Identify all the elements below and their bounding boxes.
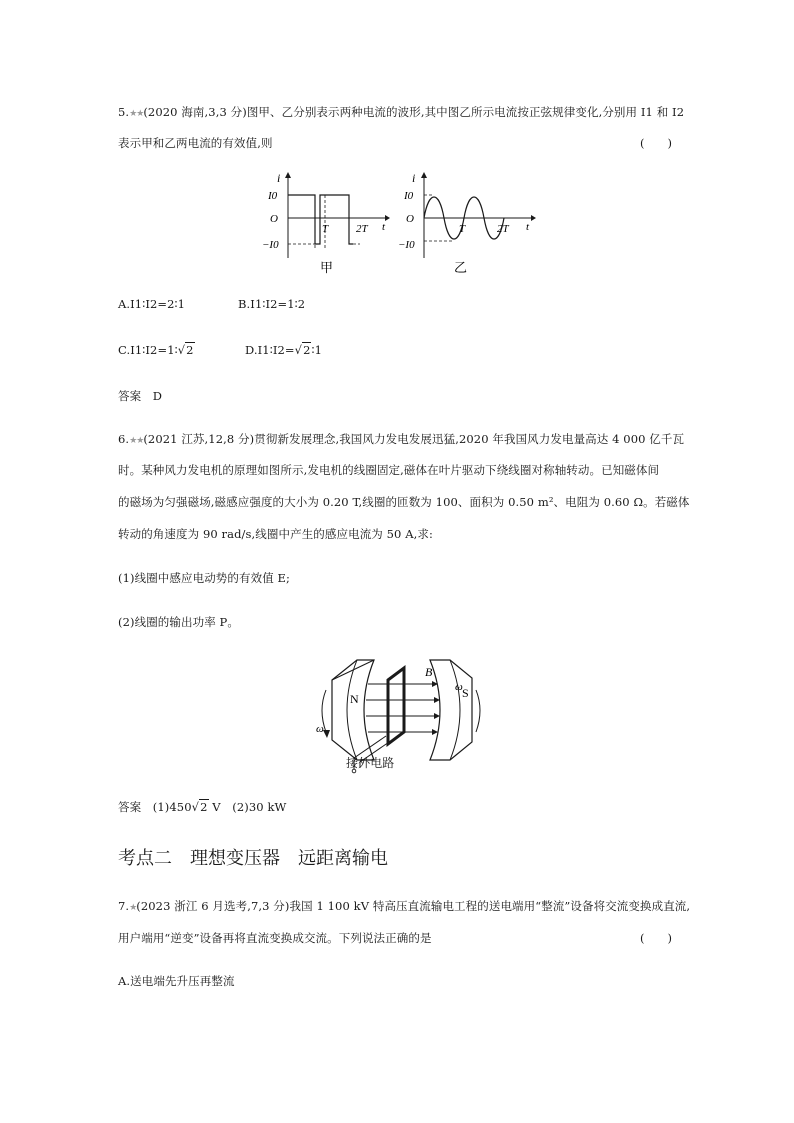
q5-number: 5. — [118, 105, 130, 119]
q7-line1 — [118, 898, 690, 914]
q6-sub1: (1)线圈中感应电动势的有效值 E; — [118, 571, 291, 585]
yi-caption: 乙 — [454, 260, 468, 275]
omega-left-label: ω — [316, 723, 324, 735]
figure-generator — [312, 650, 492, 775]
q5-line2: 表示甲和乙两电流的有效值,则 — [118, 136, 273, 150]
jia-2T-label: 2T — [356, 223, 368, 235]
q6-answer: 答案 (1)450√2 V (2)30 kW — [118, 800, 287, 814]
difficulty-stars-icon: ★★ — [129, 109, 144, 119]
q6-text-line1: (2021 江苏,12,8 分)贯彻新发展理念,我国风力发电发展迅猛,2020 年我国风力发电量高达 4 000 亿千瓦 — [143, 432, 685, 446]
generator-caption: 接外电路 — [346, 756, 395, 770]
magnet-s-label: S — [462, 686, 469, 700]
section-title: 考点二 理想变压器 远距离输电 — [118, 848, 388, 869]
q5-option-d: D.I1∶I2=√2∶1 — [245, 343, 322, 357]
jia-t-label: t — [382, 221, 386, 233]
q5-line1 — [118, 104, 684, 120]
q7-text-line1: (2023 浙江 6 月选考,7,3 分)我国 1 100 kV 特高压直流输电工程的送电端用“整流”设备将交流变换成直流, — [136, 899, 691, 913]
yi-I0-label: I0 — [404, 190, 414, 202]
q6-line1 — [118, 431, 684, 447]
q6-line4: 转动的角速度为 90 rad/s,线圈中产生的感应电流为 50 A,求: — [118, 527, 433, 541]
figure-square-wave — [260, 168, 390, 280]
yi-t-label: t — [526, 221, 530, 233]
q5-answer: 答案 D — [118, 389, 163, 403]
q5-option-b: B.I1∶I2=1∶2 — [238, 297, 306, 311]
q5-text-line1: (2020 海南,3,3 分)图甲、乙分别表示两种电流的波形,其中图乙所示电流按正弦规律变化,分别用 I1 和 I2 — [143, 105, 685, 119]
q6-number: 6. — [118, 432, 130, 446]
magnet-n-label: N — [350, 692, 359, 706]
jia-i-label: i — [277, 171, 281, 185]
q7-option-a: A.送电端先升压再整流 — [118, 974, 235, 988]
q6-line2: 时。某种风力发电机的原理如图所示,发电机的线圈固定,磁体在叶片驱动下绕线圈对称轴转动。已知磁体间 — [118, 463, 660, 477]
yi-negI0-label: −I0 — [398, 239, 415, 251]
q5-answer-paren: ( ) — [640, 136, 672, 150]
jia-I0-label: I0 — [268, 190, 278, 202]
yi-i-label: i — [412, 171, 416, 185]
q6-line3: 的磁场为匀强磁场,磁感应强度的大小为 0.20 T,线圈的匝数为 100、面积为 0.50 m²、电阻为 0.60 Ω。若磁体 — [118, 495, 690, 509]
q5-option-a: A.I1∶I2=2∶1 — [118, 297, 186, 311]
q5-option-c: C.I1∶I2=1∶√2 — [118, 343, 194, 357]
q7-number: 7. — [118, 899, 130, 913]
figure-sine-wave — [398, 168, 538, 280]
jia-caption: 甲 — [320, 260, 334, 275]
jia-O-label: O — [270, 213, 278, 225]
yi-T-label: T — [459, 223, 466, 235]
jia-T-label: T — [322, 223, 329, 235]
q7-line2: 用户端用“逆变”设备再将直流变换成交流。下列说法正确的是 — [118, 931, 432, 945]
difficulty-stars-icon: ★ — [129, 903, 137, 913]
yi-2T-label: 2T — [497, 223, 509, 235]
difficulty-stars-icon: ★★ — [129, 436, 144, 446]
q7-answer-paren: ( ) — [640, 931, 672, 945]
jia-negI0-label: −I0 — [262, 239, 279, 251]
field-b-label: B — [425, 665, 433, 679]
omega-right-label: ω — [455, 681, 463, 693]
yi-O-label: O — [406, 213, 414, 225]
q6-sub2: (2)线圈的输出功率 P。 — [118, 615, 239, 629]
